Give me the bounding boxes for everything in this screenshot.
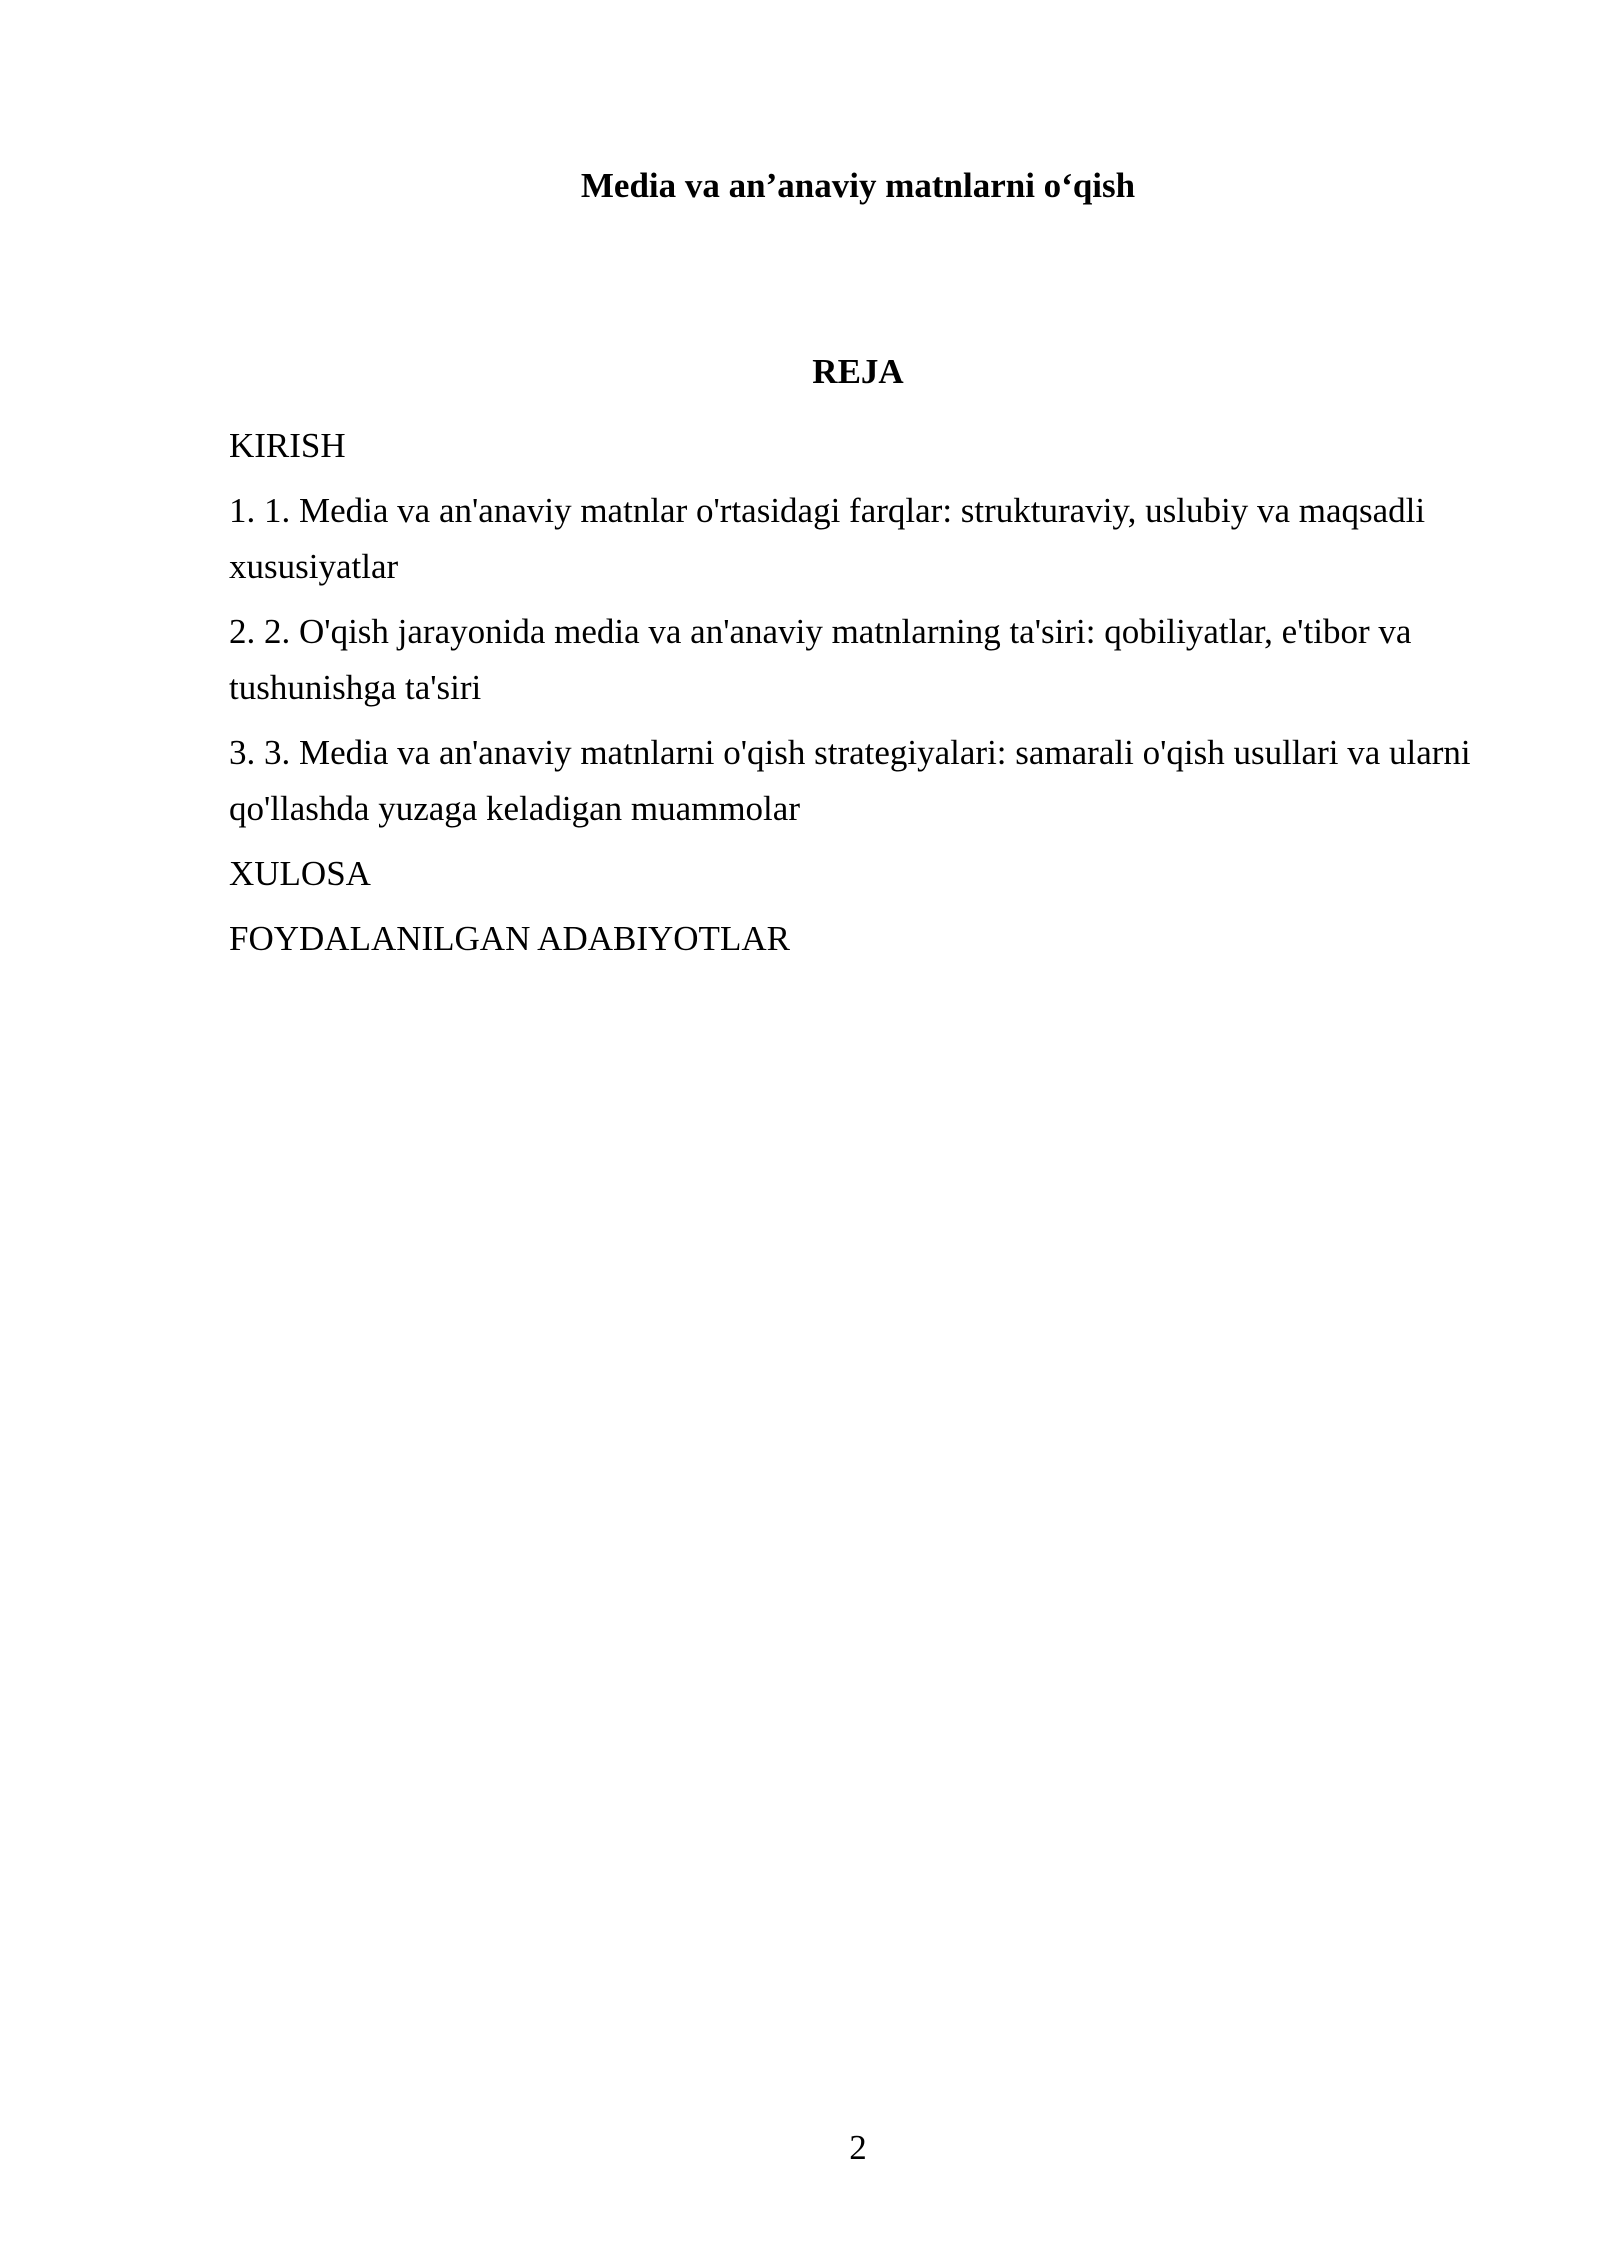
toc-item-conclusion: XULOSA (229, 854, 371, 893)
document-title: Media va an’anaviy matnlarni o‘qish (580, 166, 1136, 205)
table-of-contents (229, 418, 1479, 976)
plan-heading: REJA (812, 352, 904, 391)
toc-item-introduction: KIRISH (229, 426, 346, 465)
page-number: 2 (849, 2128, 867, 2167)
toc-item-chapter-3: 3. 3. Media va an'anaviy matnlarni o'qish strategiyalari: samarali o'qish usullari va ularni qo'llashda yuzaga keladigan muammolar (229, 733, 1471, 828)
toc-item-chapter-1: 1. 1. Media va an'anaviy matnlar o'rtasidagi farqlar: strukturaviy, uslubiy va maqsadli xususiyatlar (229, 491, 1426, 586)
toc-item-chapter-2: 2. 2. O'qish jarayonida media va an'anaviy matnlarning ta'siri: qobiliyatlar, e'tibor va tushunishga ta'siri (229, 612, 1412, 707)
toc-item-references: FOYDALANILGAN ADABIYOTLAR (229, 919, 790, 958)
